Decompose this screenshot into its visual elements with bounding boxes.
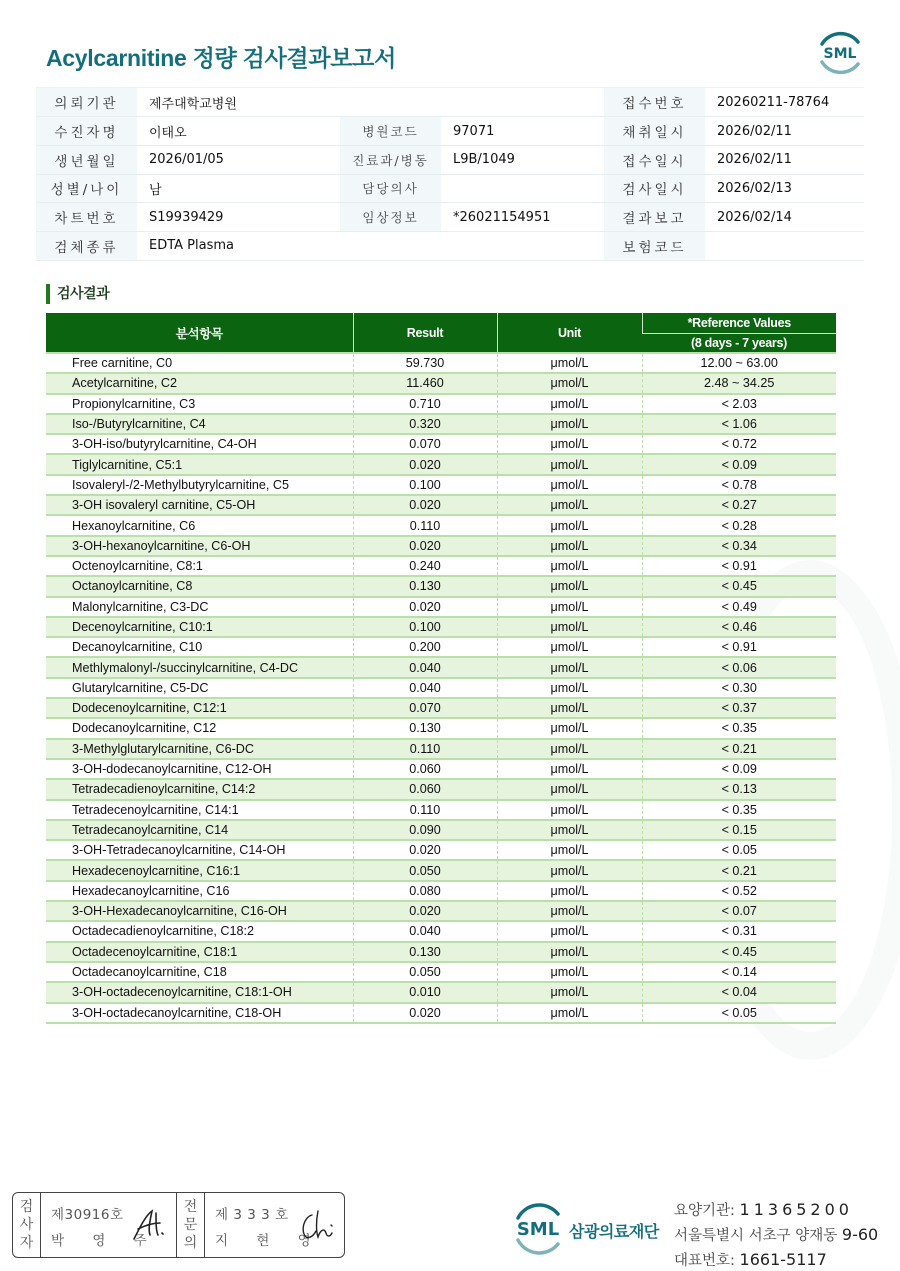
tester-signature (41, 1193, 177, 1257)
info-label: 차트번호 (36, 203, 137, 232)
result-row (46, 353, 836, 373)
unit: μmol/L (497, 739, 642, 759)
info-value: 남 (137, 174, 340, 203)
result-value: 0.060 (353, 759, 497, 779)
org-name: 삼광의료재단 (569, 1222, 659, 1241)
info-label: 검사일시 (604, 174, 705, 203)
reference-range: < 0.52 (642, 881, 836, 901)
tester-license: 제30916호 (51, 1207, 124, 1223)
reference-range: < 0.35 (642, 718, 836, 738)
result-row (46, 475, 836, 495)
analyte-name: Decenoylcarnitine, C10:1 (46, 617, 353, 637)
result-row (46, 373, 836, 393)
reference-range: < 2.03 (642, 394, 836, 414)
sml-logo (812, 28, 868, 78)
analyte-name: 3-Methylglutarylcarnitine, C6-DC (46, 739, 353, 759)
reference-range: < 0.15 (642, 820, 836, 840)
unit: μmol/L (497, 942, 642, 962)
info-value: 이태오 (137, 117, 340, 146)
care-code-label: 요양기관: (674, 1203, 735, 1219)
info-label: 임상정보 (340, 203, 441, 232)
reference-range: < 0.06 (642, 657, 836, 677)
result-row (46, 698, 836, 718)
unit: μmol/L (497, 779, 642, 799)
analyte-name: 3-OH-octadecanoylcarnitine, C18-OH (46, 1003, 353, 1023)
result-value: 0.010 (353, 982, 497, 1002)
result-value: 0.320 (353, 414, 497, 434)
info-label: 보험코드 (604, 231, 705, 260)
result-row (46, 454, 836, 474)
result-value: 0.060 (353, 779, 497, 799)
sml-footer-logo-text: SML (516, 1219, 560, 1240)
result-row (46, 434, 836, 454)
reference-range: 12.00 ~ 63.00 (642, 353, 836, 373)
phone-number: 1661-5117 (739, 1250, 827, 1269)
analyte-name: 3-OH-Hexadecanoylcarnitine, C16-OH (46, 901, 353, 921)
role-char: 의 (183, 1235, 198, 1251)
info-label: 접수일시 (604, 145, 705, 174)
result-row (46, 921, 836, 941)
result-row (46, 942, 836, 962)
specialist-signature (205, 1193, 344, 1257)
analyte-name: Tetradecadienoylcarnitine, C14:2 (46, 779, 353, 799)
unit: μmol/L (497, 373, 642, 393)
result-row (46, 657, 836, 677)
unit: μmol/L (497, 353, 642, 373)
analyte-name: 3-OH-octadecenoylcarnitine, C18:1-OH (46, 982, 353, 1002)
header-result: Result (353, 313, 497, 353)
info-value (441, 88, 604, 117)
tester-signature-mark (130, 1207, 170, 1243)
reference-range: < 0.09 (642, 759, 836, 779)
tester-role-label (13, 1193, 41, 1257)
info-value: *26021154951 (441, 203, 604, 232)
info-label: 검체종류 (36, 231, 137, 260)
reference-range: 2.48 ~ 34.25 (642, 373, 836, 393)
sml-footer-logo (510, 1198, 566, 1258)
info-value: 2026/02/11 (705, 117, 864, 146)
analyte-name: Octenoylcarnitine, C8:1 (46, 556, 353, 576)
result-value: 0.240 (353, 556, 497, 576)
results-table (46, 313, 836, 1024)
info-value (705, 231, 864, 260)
reference-range: < 0.14 (642, 962, 836, 982)
signature-box (12, 1192, 345, 1258)
info-value: 2026/01/05 (137, 145, 340, 174)
result-value: 0.020 (353, 495, 497, 515)
header-unit: Unit (497, 313, 642, 353)
result-row (46, 901, 836, 921)
result-value: 59.730 (353, 353, 497, 373)
unit: μmol/L (497, 556, 642, 576)
info-label: 수진자명 (36, 117, 137, 146)
analyte-name: Glutarylcarnitine, C5-DC (46, 678, 353, 698)
phone-label: 대표번호: (674, 1253, 735, 1269)
result-value: 0.080 (353, 881, 497, 901)
result-row (46, 820, 836, 840)
unit: μmol/L (497, 657, 642, 677)
info-label: 채취일시 (604, 117, 705, 146)
result-value: 0.020 (353, 901, 497, 921)
reference-range: < 0.72 (642, 434, 836, 454)
unit: μmol/L (497, 637, 642, 657)
analyte-name: Tiglylcarnitine, C5:1 (46, 454, 353, 474)
reference-range: < 0.30 (642, 678, 836, 698)
role-char: 검 (19, 1199, 34, 1215)
analyte-name: Propionylcarnitine, C3 (46, 394, 353, 414)
result-row (46, 556, 836, 576)
header-reference: *Reference Values (642, 313, 836, 333)
reference-range: < 0.91 (642, 637, 836, 657)
specialist-name: 지 현 영 (215, 1233, 323, 1249)
result-row (46, 962, 836, 982)
reference-range: < 0.13 (642, 779, 836, 799)
result-row (46, 576, 836, 596)
result-value: 0.110 (353, 515, 497, 535)
info-value: L9B/1049 (441, 145, 604, 174)
result-value: 0.040 (353, 678, 497, 698)
info-value: S19939429 (137, 203, 340, 232)
result-value: 0.130 (353, 576, 497, 596)
result-value: 0.100 (353, 475, 497, 495)
unit: μmol/L (497, 921, 642, 941)
unit: μmol/L (497, 576, 642, 596)
unit: μmol/L (497, 860, 642, 880)
result-value: 0.100 (353, 617, 497, 637)
result-row (46, 617, 836, 637)
info-label: 성별/나이 (36, 174, 137, 203)
unit: μmol/L (497, 698, 642, 718)
analyte-name: Isovaleryl-/2-Methylbutyrylcarnitine, C5 (46, 475, 353, 495)
reference-range: < 0.28 (642, 515, 836, 535)
analyte-name: 3-OH-dodecanoylcarnitine, C12-OH (46, 759, 353, 779)
role-char: 자 (19, 1235, 34, 1251)
info-value: 2026/02/14 (705, 203, 864, 232)
result-row (46, 982, 836, 1002)
analyte-name: Methlymalonyl-/succinylcarnitine, C4-DC (46, 657, 353, 677)
reference-range: < 0.91 (642, 556, 836, 576)
result-value: 0.050 (353, 962, 497, 982)
reference-range: < 0.09 (642, 454, 836, 474)
analyte-name: Free carnitine, C0 (46, 353, 353, 373)
role-char: 사 (19, 1217, 34, 1233)
result-value: 0.020 (353, 454, 497, 474)
info-value: 97071 (441, 117, 604, 146)
result-row (46, 536, 836, 556)
info-value (441, 231, 604, 260)
info-row (36, 203, 864, 232)
result-row (46, 759, 836, 779)
result-row (46, 840, 836, 860)
unit: μmol/L (497, 475, 642, 495)
patient-info-table (36, 88, 864, 261)
unit: μmol/L (497, 597, 642, 617)
unit: μmol/L (497, 718, 642, 738)
info-label: 진료과/병동 (340, 145, 441, 174)
result-value: 0.110 (353, 739, 497, 759)
result-value: 11.460 (353, 373, 497, 393)
result-row (46, 394, 836, 414)
analyte-name: Tetradecenoylcarnitine, C14:1 (46, 800, 353, 820)
info-row (36, 231, 864, 260)
analyte-name: Decanoylcarnitine, C10 (46, 637, 353, 657)
info-row (36, 117, 864, 146)
org-info (674, 1198, 878, 1271)
result-row (46, 597, 836, 617)
reference-range: < 0.31 (642, 921, 836, 941)
unit: μmol/L (497, 617, 642, 637)
result-value: 0.130 (353, 942, 497, 962)
info-label: 결과보고 (604, 203, 705, 232)
info-value: 제주대학교병원 (137, 88, 340, 117)
result-value: 0.050 (353, 860, 497, 880)
care-code: 11365200 (739, 1200, 853, 1219)
role-char: 문 (183, 1217, 198, 1233)
result-value: 0.020 (353, 840, 497, 860)
unit: μmol/L (497, 759, 642, 779)
result-row (46, 779, 836, 799)
reference-range: < 0.05 (642, 1003, 836, 1023)
specialist-signature-mark (298, 1207, 338, 1243)
result-value: 0.020 (353, 536, 497, 556)
result-row (46, 739, 836, 759)
info-row (36, 174, 864, 203)
reference-range: < 0.45 (642, 576, 836, 596)
tester-name: 박 영 주 (51, 1233, 159, 1249)
analyte-name: Octadecadienoylcarnitine, C18:2 (46, 921, 353, 941)
unit: μmol/L (497, 536, 642, 556)
unit: μmol/L (497, 840, 642, 860)
result-value: 0.710 (353, 394, 497, 414)
result-value: 0.040 (353, 657, 497, 677)
result-row (46, 1003, 836, 1023)
result-value: 0.040 (353, 921, 497, 941)
analyte-name: 3-OH isovaleryl carnitine, C5-OH (46, 495, 353, 515)
result-row (46, 637, 836, 657)
unit: μmol/L (497, 962, 642, 982)
result-row (46, 678, 836, 698)
unit: μmol/L (497, 515, 642, 535)
reference-range: < 0.35 (642, 800, 836, 820)
info-value: 2026/02/13 (705, 174, 864, 203)
analyte-name: Dodecenoylcarnitine, C12:1 (46, 698, 353, 718)
header-reference-age: (8 days - 7 years) (642, 333, 836, 353)
info-value: 2026/02/11 (705, 145, 864, 174)
reference-range: < 0.46 (642, 617, 836, 637)
unit: μmol/L (497, 394, 642, 414)
result-value: 0.110 (353, 800, 497, 820)
info-value: 20260211-78764 (705, 88, 864, 117)
result-value: 0.090 (353, 820, 497, 840)
info-label (340, 88, 441, 117)
analyte-name: 3-OH-Tetradecanoylcarnitine, C14-OH (46, 840, 353, 860)
unit: μmol/L (497, 1003, 642, 1023)
result-row (46, 414, 836, 434)
result-row (46, 800, 836, 820)
info-label: 담당의사 (340, 174, 441, 203)
unit: μmol/L (497, 454, 642, 474)
role-char: 전 (183, 1199, 198, 1215)
result-row (46, 718, 836, 738)
result-row (46, 860, 836, 880)
analyte-name: Malonylcarnitine, C3-DC (46, 597, 353, 617)
analyte-name: Iso-/Butyrylcarnitine, C4 (46, 414, 353, 434)
info-row (36, 145, 864, 174)
result-row (46, 515, 836, 535)
reference-range: < 0.07 (642, 901, 836, 921)
unit: μmol/L (497, 982, 642, 1002)
analyte-name: 3-OH-hexanoylcarnitine, C6-OH (46, 536, 353, 556)
unit: μmol/L (497, 495, 642, 515)
analyte-name: Hexadecenoylcarnitine, C16:1 (46, 860, 353, 880)
section-title-results: 검사결과 (46, 284, 109, 304)
header-item: 분석항목 (46, 313, 353, 353)
reference-range: < 0.45 (642, 942, 836, 962)
reference-range: < 0.05 (642, 840, 836, 860)
analyte-name: Hexadecanoylcarnitine, C16 (46, 881, 353, 901)
unit: μmol/L (497, 881, 642, 901)
info-label: 생년월일 (36, 145, 137, 174)
analyte-name: Octadecanoylcarnitine, C18 (46, 962, 353, 982)
reference-range: < 0.21 (642, 860, 836, 880)
phone-line (674, 1248, 878, 1271)
analyte-name: 3-OH-iso/butyrylcarnitine, C4-OH (46, 434, 353, 454)
address: 서울특별시 서초구 양재동 (674, 1228, 838, 1244)
result-row (46, 495, 836, 515)
result-value: 0.070 (353, 434, 497, 454)
analyte-name: Octadecenoylcarnitine, C18:1 (46, 942, 353, 962)
reference-range: < 0.78 (642, 475, 836, 495)
analyte-name: Acetylcarnitine, C2 (46, 373, 353, 393)
result-row (46, 881, 836, 901)
info-row (36, 88, 864, 117)
reference-range: < 0.27 (642, 495, 836, 515)
unit: μmol/L (497, 820, 642, 840)
reference-range: < 0.21 (642, 739, 836, 759)
unit: μmol/L (497, 678, 642, 698)
info-label: 접수번호 (604, 88, 705, 117)
info-value: EDTA Plasma (137, 231, 340, 260)
analyte-name: Dodecanoylcarnitine, C12 (46, 718, 353, 738)
specialist-license: 제 3 3 3 호 (215, 1207, 289, 1223)
address-number: 9-60 (841, 1225, 879, 1244)
reference-range: < 0.34 (642, 536, 836, 556)
reference-range: < 0.37 (642, 698, 836, 718)
info-label (340, 231, 441, 260)
info-value (441, 174, 604, 203)
info-label: 의뢰기관 (36, 88, 137, 117)
info-label: 병원코드 (340, 117, 441, 146)
care-code-line (674, 1198, 878, 1223)
analyte-name: Hexanoylcarnitine, C6 (46, 515, 353, 535)
result-value: 0.020 (353, 1003, 497, 1023)
result-value: 0.070 (353, 698, 497, 718)
sml-logo-text: SML (823, 46, 857, 62)
unit: μmol/L (497, 800, 642, 820)
analyte-name: Tetradecanoylcarnitine, C14 (46, 820, 353, 840)
reference-range: < 1.06 (642, 414, 836, 434)
result-value: 0.130 (353, 718, 497, 738)
page-title: Acylcarnitine 정량 검사결과보고서 (46, 45, 396, 71)
unit: μmol/L (497, 901, 642, 921)
analyte-name: Octanoylcarnitine, C8 (46, 576, 353, 596)
result-value: 0.200 (353, 637, 497, 657)
reference-range: < 0.49 (642, 597, 836, 617)
reference-range: < 0.04 (642, 982, 836, 1002)
unit: μmol/L (497, 434, 642, 454)
unit: μmol/L (497, 414, 642, 434)
specialist-role-label (177, 1193, 205, 1257)
result-value: 0.020 (353, 597, 497, 617)
address-line (674, 1223, 878, 1248)
